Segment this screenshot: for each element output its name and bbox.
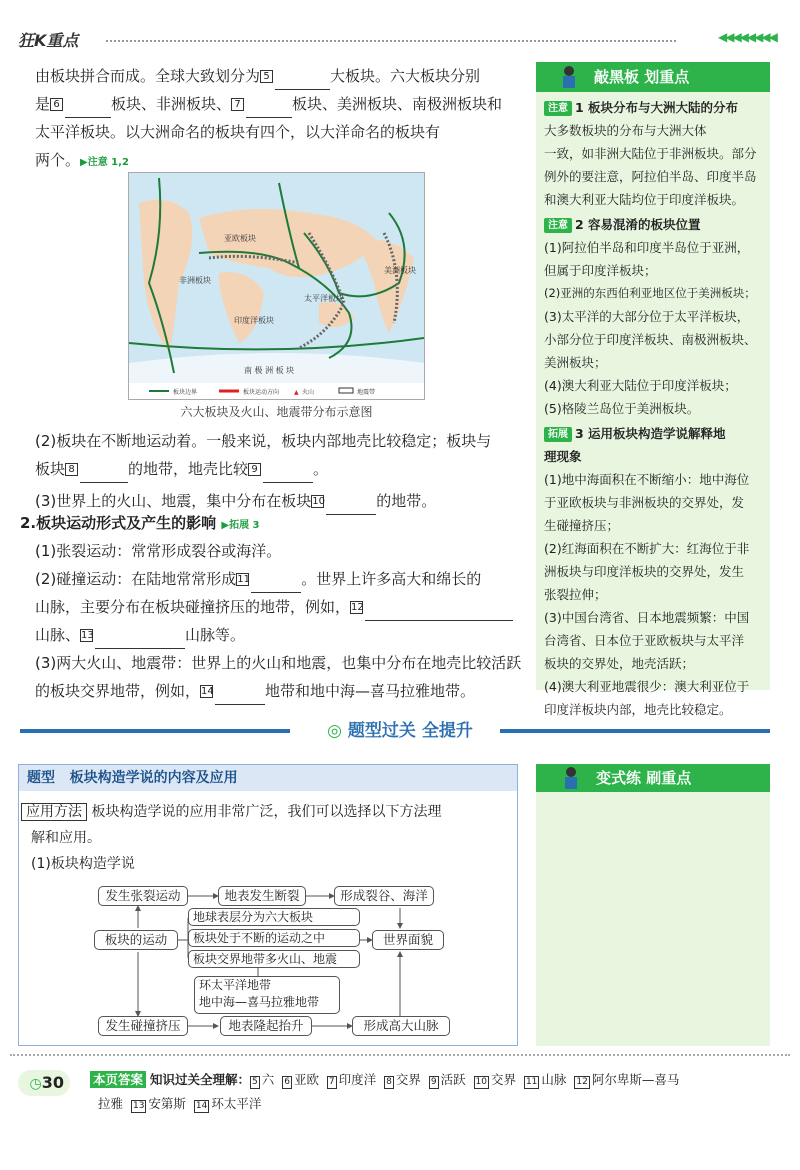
practice-header: 题型 板块构造学说的内容及应用 [19, 765, 517, 791]
text-line: (1)张裂运动：常常形成裂谷或海洋。 [35, 542, 282, 560]
text-line: 板块 8 的地带，地壳比较 9 。 [35, 455, 525, 483]
note-2-line: (5)格陵兰岛位于美洲板块。 [544, 401, 700, 416]
text-line: 山脉，主要分布在板块碰撞挤压的地带，例如，12 [35, 593, 525, 621]
note-3-line: 张裂拉伸； [544, 587, 607, 602]
note-1-line: 和澳大利亚大陆均位于印度洋板块。 [544, 192, 745, 207]
text-line: 是 6 板块、非洲板块、 7 板块、美洲板块、南极洲板块和 [35, 90, 525, 118]
header-arrows: ◀◀◀◀◀◀◀◀ [718, 30, 776, 44]
note-1-heading: 注意 1 板块分布与大洲大陆的分布 [544, 96, 762, 119]
sidebar-header: 敲黑板 划重点 [536, 62, 770, 92]
flow-box: 发生碰撞挤压 [98, 1016, 188, 1036]
sub-heading: (1)板块构造学说 [31, 856, 135, 872]
text-line: (3)世界上的火山、地震，集中分布在板块10 的地带。 [35, 487, 525, 515]
note-2-heading: 注意 2 容易混淆的板块位置 [544, 213, 762, 236]
note-tag: ▶注意 1,2 [80, 157, 129, 168]
plate-map [128, 172, 425, 400]
flow-box: 形成裂谷、海洋 [334, 886, 434, 906]
section-banner [20, 718, 770, 744]
answers [90, 1068, 780, 1116]
flow-box: 环太平洋地带 地中海—喜马拉雅地带 [194, 976, 340, 1014]
map-caption: 六大板块及火山、地震带分布示意图 [180, 405, 373, 419]
clock-icon: ◷ [29, 1076, 42, 1092]
method-line: 应用方法 板块构造学说的应用非常广泛，我们可以选择以下方法理 [21, 799, 507, 825]
banner-title: ◎ 题型过关 全提升 [327, 721, 473, 741]
map-label: 美洲板块 [384, 266, 416, 275]
note-2-line: (2)亚洲的东西伯利亚地区位于美洲板块； [544, 286, 756, 300]
map-label: 太平洋板块 [304, 294, 344, 303]
page-header [18, 28, 783, 52]
plate-map-svg [129, 173, 424, 399]
flow-box: 地球表层分为六大板块 [188, 908, 360, 926]
text-line: (3)两大火山、地震带：世界上的火山和地震，也集中分布在地壳比较活跃 [35, 654, 522, 672]
text-line: (2)板块在不断地运动着。一般来说，板块内部地壳比较稳定；板块与 [35, 432, 492, 450]
banner-line-right [500, 729, 770, 733]
note-3-line: 板块的交界处，地壳活跃； [544, 656, 695, 671]
answer-line: 本页答案 知识过关全理解： 5 六 6 亚欧 7 印度洋 8 交界 9 活跃 10 交界 11 山脉 12 阿尔卑斯—喜马 [90, 1068, 780, 1092]
note-3-line: (4)澳大利亚地震很少：澳大利亚位于 [544, 679, 750, 694]
flow-box: 地表发生断裂 [218, 886, 306, 906]
note-3-line: (3)中国台湾省、日本地震频繁：中国 [544, 610, 750, 625]
teacher-icon [560, 765, 582, 791]
note-3-line: 洲板块与印度洋板块的交界处，发生 [544, 564, 745, 579]
globe-icon: ◎ [327, 721, 342, 741]
section-2-body [35, 537, 525, 705]
text-line: 太平洋板块。以大洲命名的板块有四个，以大洋命名的板块有 [35, 123, 441, 141]
section-2-title: 2.板块运动形式及产生的影响 ▶拓展 3 [20, 514, 260, 532]
svg-text:板块边界: 板块边界 [173, 389, 198, 396]
note-3-line: (1)地中海面积在不断缩小：地中海位 [544, 472, 750, 487]
teacher-icon [558, 64, 580, 90]
note-3-line: 印度洋板块内部，地壳比较稳定。 [544, 702, 732, 717]
method-line: 解和应用。 [31, 830, 101, 846]
text-line: 由板块拼合而成。全球大致划分为 5 大板块。六大板块分别 [35, 62, 525, 90]
note-2-line: 小部分位于印度洋板块、南极洲板块、 [544, 332, 757, 347]
note-3-line: 台湾省、日本位于亚欧板块与太平洋 [544, 633, 745, 648]
svg-text:地震带: 地震带 [357, 389, 376, 396]
note-2-line: (4)澳大利亚大陆位于印度洋板块； [544, 378, 737, 393]
brand-logo: 狂K重点 [18, 31, 79, 50]
svg-text:▲: ▲ [294, 389, 299, 396]
note-3-line: 于亚欧板块与非洲板块的交界处，发 [544, 495, 745, 510]
flow-box: 地表隆起抬升 [220, 1016, 312, 1036]
header-dots [106, 40, 676, 42]
map-label: 非洲板块 [179, 276, 211, 285]
text-line: 山脉、13 山脉等。 [35, 621, 525, 649]
text-line: 的板块交界地带，例如，14 地带和地中海—喜马拉雅地带。 [35, 677, 525, 705]
note-3-line: 生碰撞挤压； [544, 518, 620, 533]
map-label: 印度洋板块 [234, 316, 274, 325]
flow-box: 发生张裂运动 [98, 886, 188, 906]
key-points-sidebar [536, 62, 770, 717]
map-label: 亚欧板块 [224, 234, 256, 243]
svg-text:火山: 火山 [302, 389, 315, 396]
intro-paragraph [35, 62, 525, 177]
variant-header: 变式练 刷重点 [536, 764, 770, 792]
flow-diagram [90, 884, 470, 1044]
flow-box: 板块处于不断的运动之中 [188, 929, 360, 947]
note-3-heading: 拓展 3 运用板块构造学说解释地 [544, 422, 762, 445]
page-number: ◷30 [18, 1070, 70, 1096]
text-line: (2)碰撞运动：在陆地常常形成11 。世界上许多高大和绵长的 [35, 565, 525, 593]
banner-line-left [20, 729, 290, 733]
flow-box: 板块的运动 [94, 930, 178, 950]
note-2-line: (1)阿拉伯半岛和印度半岛位于亚洲， [544, 240, 750, 255]
note-1-line: 例外的要注意，阿拉伯半岛、印度半岛 [544, 169, 757, 184]
text-line: 两个。▶注意 1,2 [35, 151, 129, 169]
footer-dots [10, 1054, 790, 1056]
flow-box: 形成高大山脉 [352, 1016, 450, 1036]
note-3-line: (2)红海面积在不断扩大：红海位于非 [544, 541, 750, 556]
note-1-line: 一致，如非洲大陆位于非洲板块。部分 [544, 146, 757, 161]
note-2-line: 美洲板块； [544, 355, 607, 370]
flow-box: 世界面貌 [372, 930, 444, 950]
note-2-line: (3)太平洋的大部分位于太平洋板块， [544, 309, 750, 324]
paragraph-2 [35, 427, 525, 515]
answer-line: 拉雅 13 安第斯 14 环太平洋 [98, 1096, 262, 1111]
note-3-heading-cont: 理现象 [544, 449, 582, 464]
note-1-line: 大多数板块的分布与大洲大体 [544, 123, 707, 138]
map-label: 南 极 洲 板 块 [244, 366, 295, 375]
method-label: 应用方法 [21, 803, 87, 821]
variant-box [536, 764, 770, 1046]
note-2-line: 但属于印度洋板块； [544, 263, 657, 278]
svg-text:板块运动方向: 板块运动方向 [243, 389, 280, 396]
answer-label: 本页答案 [90, 1071, 146, 1088]
flow-box: 板块交界地带多火山、地震 [188, 950, 360, 968]
